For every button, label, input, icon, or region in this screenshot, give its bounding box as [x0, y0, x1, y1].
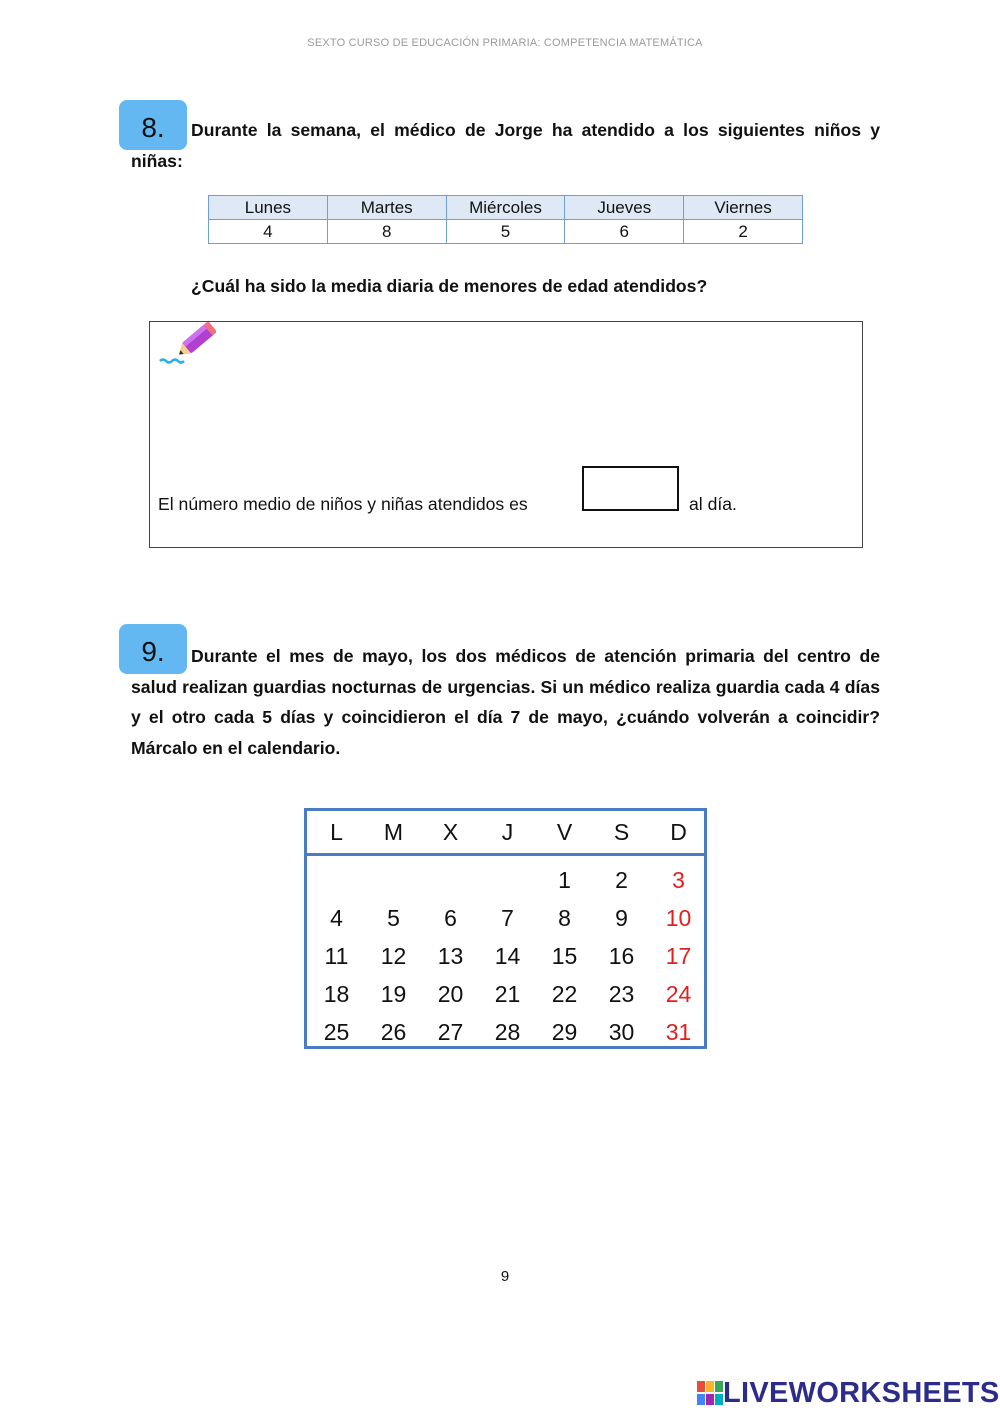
- calendar-day[interactable]: 29: [551, 1018, 578, 1045]
- calendar-week: [308, 975, 704, 1013]
- calendar-week: [308, 861, 704, 899]
- calendar-day[interactable]: 26: [380, 1018, 407, 1045]
- calendar-day[interactable]: 25: [323, 1018, 350, 1045]
- weekday-label: D: [670, 818, 687, 845]
- patients-table-values-row: [209, 220, 803, 244]
- calendar-day[interactable]: 18: [323, 980, 350, 1007]
- weekday-label: J: [501, 818, 514, 845]
- day-header: Jueves: [565, 196, 684, 220]
- liveworksheets-logo-icon: [697, 1381, 723, 1405]
- day-count: 4: [209, 220, 328, 244]
- answer-suffix-text: al día.: [689, 494, 737, 514]
- answer-prefix-text: El número medio de niños y niñas atendidos es: [158, 494, 528, 514]
- page-number: 9: [500, 1268, 510, 1285]
- calendar-day-sunday[interactable]: 3: [672, 866, 685, 893]
- calendar-day[interactable]: 28: [494, 1018, 521, 1045]
- calendar-day-sunday[interactable]: 17: [665, 942, 692, 969]
- calendar-day[interactable]: 11: [324, 942, 349, 969]
- pencil-icon: [156, 322, 216, 368]
- calendar-week: [308, 937, 704, 975]
- day-count: 6: [565, 220, 684, 244]
- calendar-day[interactable]: 19: [380, 980, 407, 1007]
- calendar-day-sunday[interactable]: 31: [665, 1018, 692, 1045]
- patients-table: [208, 195, 803, 244]
- average-answer-input[interactable]: [582, 466, 679, 511]
- calendar-day-sunday[interactable]: 10: [665, 904, 692, 931]
- calendar-day[interactable]: 13: [437, 942, 464, 969]
- calendar-day[interactable]: 16: [608, 942, 635, 969]
- calendar-day[interactable]: 22: [551, 980, 578, 1007]
- weekday-label: S: [613, 818, 630, 845]
- day-header: Viernes: [684, 196, 803, 220]
- day-count: 8: [327, 220, 446, 244]
- answer-area: [149, 321, 863, 548]
- question-8-number: 8.: [119, 100, 187, 150]
- weekday-label: V: [556, 818, 573, 845]
- question-8-text: Durante la semana, el médico de Jorge ha atendido a los siguientes niños y niñas:: [131, 120, 880, 171]
- page-header: SEXTO CURSO DE EDUCACIÓN PRIMARIA: COMPETENCIA MATEMÁTICA: [307, 37, 703, 49]
- day-count: 5: [446, 220, 565, 244]
- calendar-day[interactable]: 2: [615, 866, 628, 893]
- calendar-day[interactable]: 14: [494, 942, 521, 969]
- calendar-day[interactable]: 1: [558, 866, 571, 893]
- calendar-day[interactable]: 12: [380, 942, 407, 969]
- patients-table-header-row: [209, 196, 803, 220]
- calendar-day[interactable]: 23: [608, 980, 635, 1007]
- day-header: Miércoles: [446, 196, 565, 220]
- calendar-day[interactable]: 6: [444, 904, 457, 931]
- question-8-prompt: ¿Cuál ha sido la media diaria de menores de edad atendidos?: [191, 276, 708, 296]
- day-count: 2: [684, 220, 803, 244]
- calendar-day[interactable]: 21: [494, 980, 521, 1007]
- calendar-day[interactable]: 7: [501, 904, 514, 931]
- calendar-day[interactable]: 15: [551, 942, 578, 969]
- calendar-day[interactable]: 5: [387, 904, 400, 931]
- weekday-label: X: [442, 818, 459, 845]
- calendar-day[interactable]: 4: [330, 904, 343, 931]
- liveworksheets-logo[interactable]: [697, 1378, 1000, 1408]
- liveworksheets-brand-text: LIVEWORKSHEETS: [723, 1377, 1000, 1409]
- day-header: Lunes: [209, 196, 328, 220]
- question-9-text: Durante el mes de mayo, los dos médicos de atención primaria del centro de salud realizan guardias nocturnas de urgencias. Si un médico realiza guardia cada 4 días y el otro cada 5 días y coincidieron el día 7 de mayo, ¿cuándo volverán a coincidir? Márcalo en el calendario.: [131, 646, 880, 758]
- may-calendar: [304, 808, 707, 1049]
- calendar-week: [308, 899, 704, 937]
- calendar-weeks: [307, 856, 704, 1051]
- day-header: Martes: [327, 196, 446, 220]
- calendar-day-sunday[interactable]: 24: [665, 980, 692, 1007]
- calendar-week: [308, 1013, 704, 1051]
- calendar-day[interactable]: 30: [608, 1018, 635, 1045]
- question-9-number: 9.: [119, 624, 187, 674]
- weekday-label: L: [330, 818, 343, 845]
- calendar-day[interactable]: 20: [437, 980, 464, 1007]
- calendar-day[interactable]: 9: [615, 904, 628, 931]
- calendar-weekday-row: [307, 811, 704, 856]
- weekday-label: M: [383, 818, 404, 845]
- calendar-day[interactable]: 8: [558, 904, 571, 931]
- calendar-day[interactable]: 27: [437, 1018, 464, 1045]
